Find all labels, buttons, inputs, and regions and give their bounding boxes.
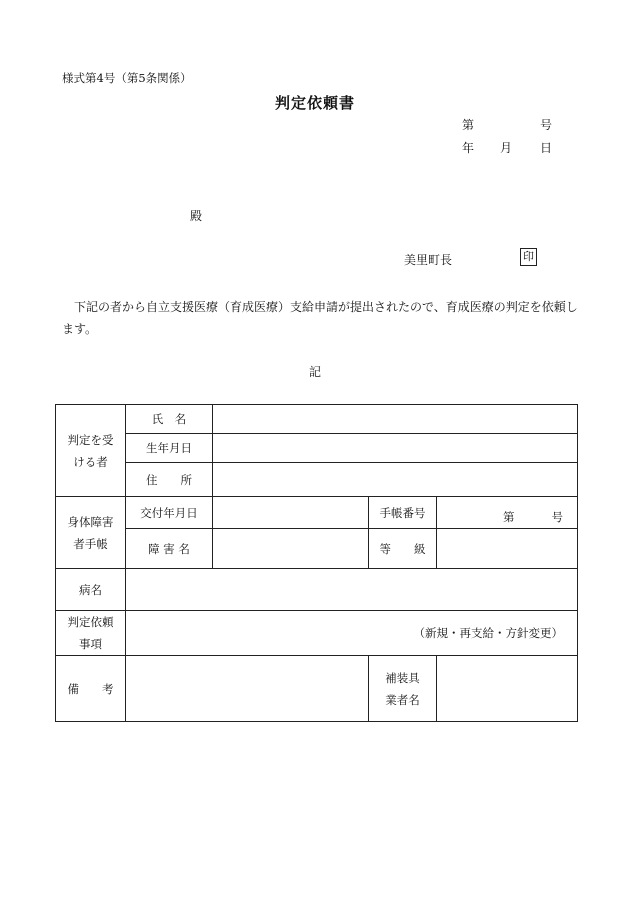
handbook-no-prefix: 第 bbox=[503, 509, 515, 524]
address-field[interactable] bbox=[213, 463, 578, 497]
grade-label: 等 級 bbox=[369, 529, 437, 569]
name-field[interactable] bbox=[213, 405, 578, 434]
document-number-line bbox=[462, 116, 552, 133]
address-row bbox=[56, 463, 578, 497]
handbook-no-field[interactable] bbox=[437, 497, 578, 529]
address-label: 住 所 bbox=[126, 463, 213, 497]
remarks-field[interactable] bbox=[126, 656, 369, 722]
date-day: 日 bbox=[539, 141, 552, 155]
request-row bbox=[56, 611, 578, 656]
form-number: 様式第4号（第5条関係） bbox=[62, 71, 192, 85]
disease-field[interactable] bbox=[126, 569, 578, 611]
issue-date-label: 交付年月日 bbox=[126, 497, 213, 529]
sender-name: 美里町長 bbox=[404, 253, 453, 267]
vendor-label-line2: 業者名 bbox=[385, 692, 420, 707]
handbook-label-cell bbox=[56, 497, 126, 569]
vendor-label-cell bbox=[369, 656, 437, 722]
disease-row bbox=[56, 569, 578, 611]
request-form-table bbox=[55, 404, 578, 722]
grade-field[interactable] bbox=[437, 529, 578, 569]
handbook-row-2 bbox=[56, 529, 578, 569]
handbook-label-line2: 者手帳 bbox=[73, 536, 108, 551]
date-line bbox=[462, 139, 552, 156]
handbook-row-1 bbox=[56, 497, 578, 529]
number-suffix: 号 bbox=[539, 118, 552, 132]
date-year: 年 bbox=[462, 141, 475, 155]
ki-heading: 記 bbox=[308, 365, 321, 379]
request-label-cell bbox=[56, 611, 126, 656]
handbook-no-label: 手帳番号 bbox=[369, 497, 437, 529]
subject-label-line2: ける者 bbox=[73, 454, 108, 469]
handbook-label-line1: 身体障害 bbox=[67, 514, 114, 529]
disability-field[interactable] bbox=[213, 529, 369, 569]
birth-label: 生年月日 bbox=[126, 434, 213, 463]
birth-row bbox=[56, 434, 578, 463]
disability-label: 障 害 名 bbox=[126, 529, 213, 569]
vendor-field[interactable] bbox=[437, 656, 578, 722]
birth-field[interactable] bbox=[213, 434, 578, 463]
handbook-no-suffix: 号 bbox=[551, 509, 563, 524]
subject-label-cell bbox=[56, 405, 126, 497]
remarks-row bbox=[56, 656, 578, 722]
request-body-text: 下記の者から自立支援医療（育成医療）支給申請が提出されたので、育成医療の判定を依頼します。 bbox=[62, 300, 578, 336]
request-options: （新規・再支給・方針変更） bbox=[126, 611, 578, 656]
request-label-line1: 判定依頼 bbox=[67, 615, 114, 629]
name-row bbox=[56, 405, 578, 434]
addressee-suffix: 殿 bbox=[190, 209, 203, 223]
name-label: 氏 名 bbox=[126, 405, 213, 434]
disease-label: 病名 bbox=[56, 569, 126, 611]
seal-mark: 印 bbox=[520, 248, 537, 266]
request-label-line2: 事項 bbox=[79, 637, 102, 651]
subject-label-line1: 判定を受 bbox=[67, 432, 114, 447]
number-prefix: 第 bbox=[462, 118, 475, 132]
issue-date-field[interactable] bbox=[213, 497, 369, 529]
remarks-label: 備 考 bbox=[56, 656, 126, 722]
page-title: 判定依頼書 bbox=[274, 94, 355, 112]
vendor-label-line1: 補装具 bbox=[385, 670, 420, 685]
date-month: 月 bbox=[500, 141, 513, 155]
